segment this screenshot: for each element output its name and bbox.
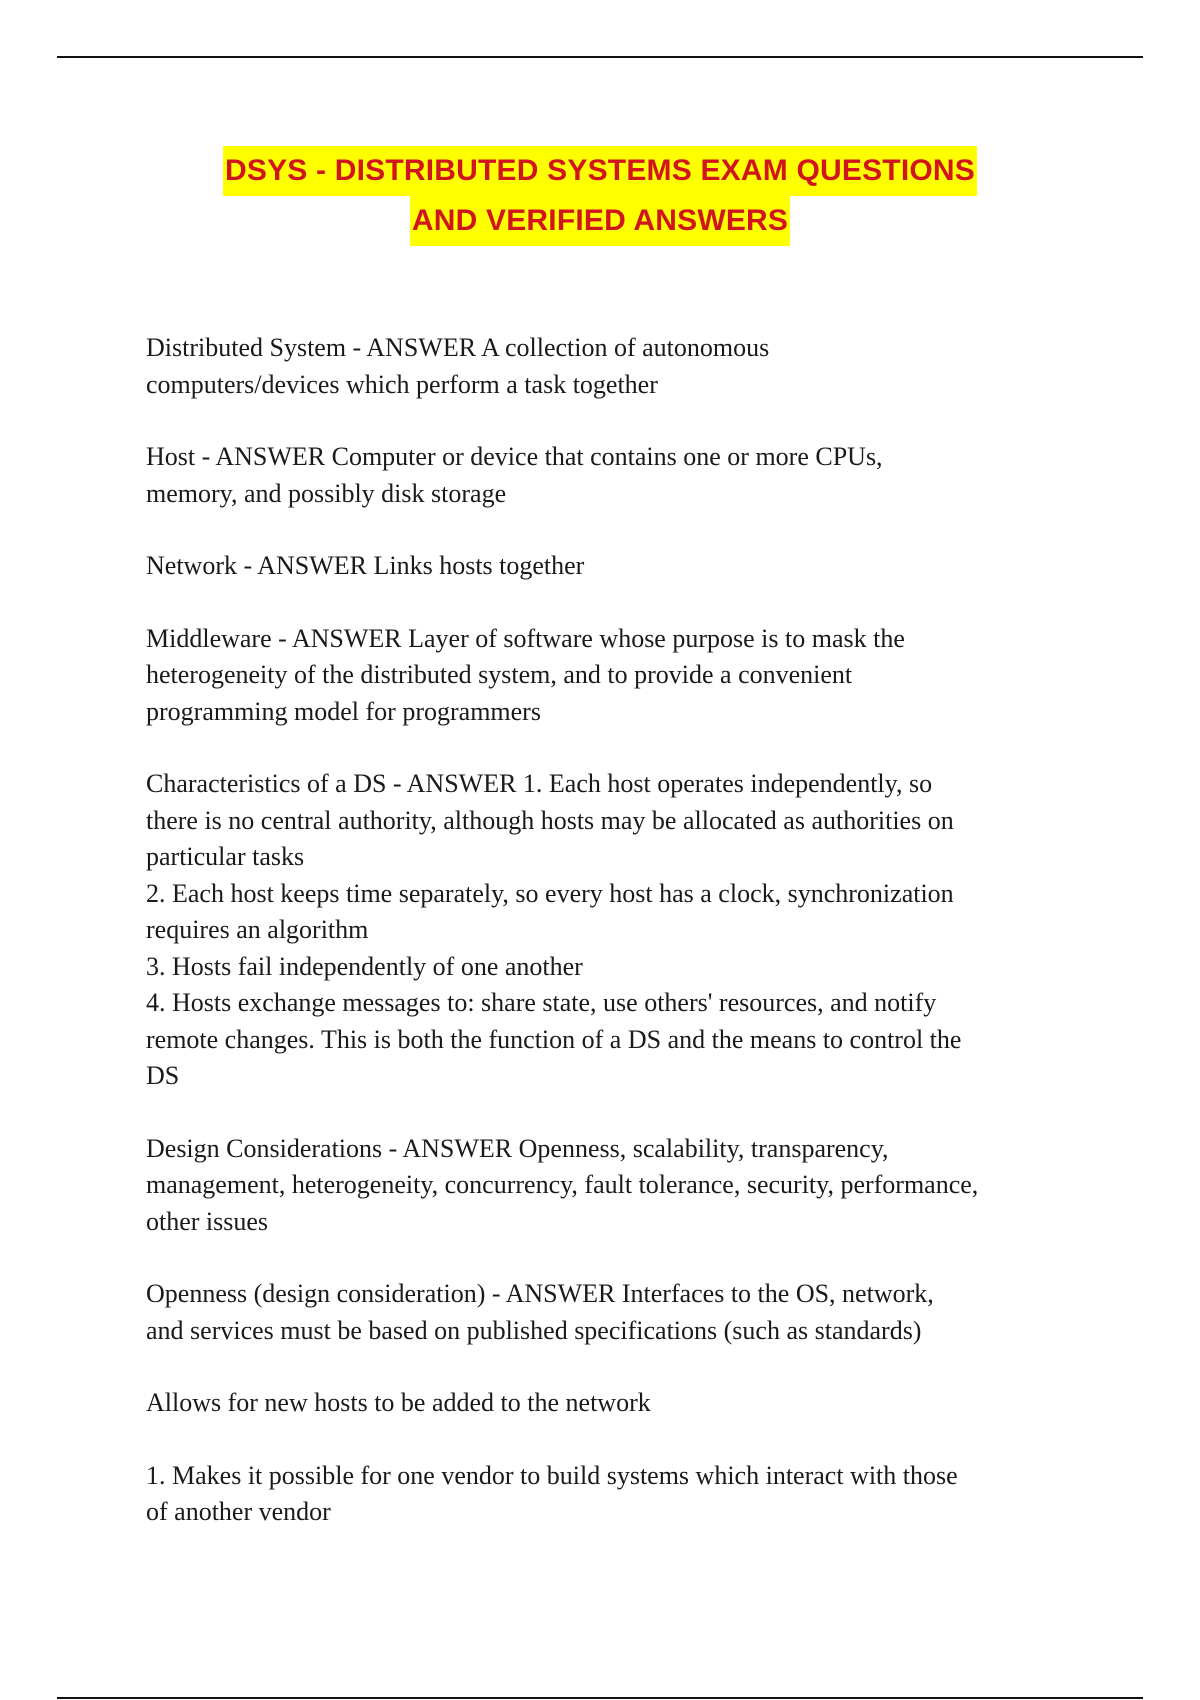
- qa-entry-vendor-interop: [146, 1458, 1066, 1531]
- entry-line: Openness (design consideration) - ANSWER Interfaces to the OS, network,: [146, 1279, 934, 1308]
- entry-line: there is no central authority, although hosts may be allocated as authorities on: [146, 805, 954, 835]
- document-title: [100, 146, 1100, 246]
- entry-line: Host - ANSWER Computer or device that contains one or more CPUs,: [146, 442, 883, 471]
- qa-entry-characteristics: [146, 766, 1066, 1095]
- entry-line: other issues: [146, 1206, 269, 1236]
- entry-line: remote changes. This is both the function of a DS and the means to control the: [146, 1024, 962, 1054]
- entry-line: management, heterogeneity, concurrency, fault tolerance, security, performance,: [146, 1170, 979, 1199]
- entry-line: Design Considerations - ANSWER Openness, scalability, transparency,: [146, 1133, 889, 1163]
- entry-line: heterogeneity of the distributed system, and to provide a convenient: [146, 660, 853, 689]
- bottom-rule: [57, 1697, 1143, 1699]
- qa-list: [146, 330, 1066, 1567]
- qa-entry-host: [146, 439, 1066, 512]
- entry-line: and services must be based on published specifications (such as standards): [146, 1315, 922, 1345]
- entry-line: Network - ANSWER Links hosts together: [146, 551, 585, 580]
- entry-line: programming model for programmers: [146, 696, 541, 726]
- qa-entry-network: [146, 548, 1066, 585]
- entry-line: 3. Hosts fail independently of one another: [146, 951, 583, 981]
- entry-line: Middleware - ANSWER Layer of software whose purpose is to mask the: [146, 623, 905, 653]
- qa-entry-new-hosts: [146, 1385, 1066, 1422]
- qa-entry-middleware: [146, 621, 1066, 731]
- entry-line: computers/devices which perform a task together: [146, 369, 658, 399]
- entry-line: Allows for new hosts to be added to the network: [146, 1388, 651, 1417]
- entry-line: DS: [146, 1061, 180, 1090]
- entry-line: Distributed System - ANSWER A collection of autonomous: [146, 333, 770, 362]
- top-rule: [57, 56, 1143, 58]
- entry-line: particular tasks: [146, 842, 305, 871]
- title-line-1: DSYS - DISTRIBUTED SYSTEMS EXAM QUESTIONS: [223, 146, 977, 196]
- entry-line: 4. Hosts exchange messages to: share state, use others' resources, and notify: [146, 988, 937, 1017]
- qa-entry-design-considerations: [146, 1131, 1066, 1241]
- title-line-2: AND VERIFIED ANSWERS: [410, 196, 790, 246]
- entry-line: requires an algorithm: [146, 915, 369, 944]
- entry-line: Characteristics of a DS - ANSWER 1. Each host operates independently, so: [146, 769, 933, 798]
- entry-line: memory, and possibly disk storage: [146, 478, 507, 508]
- entry-line: 1. Makes it possible for one vendor to build systems which interact with those: [146, 1460, 958, 1490]
- qa-entry-openness: [146, 1276, 1066, 1349]
- qa-entry-distributed-system: [146, 330, 1066, 403]
- entry-line: of another vendor: [146, 1497, 331, 1526]
- entry-line: 2. Each host keeps time separately, so every host has a clock, synchronization: [146, 878, 954, 908]
